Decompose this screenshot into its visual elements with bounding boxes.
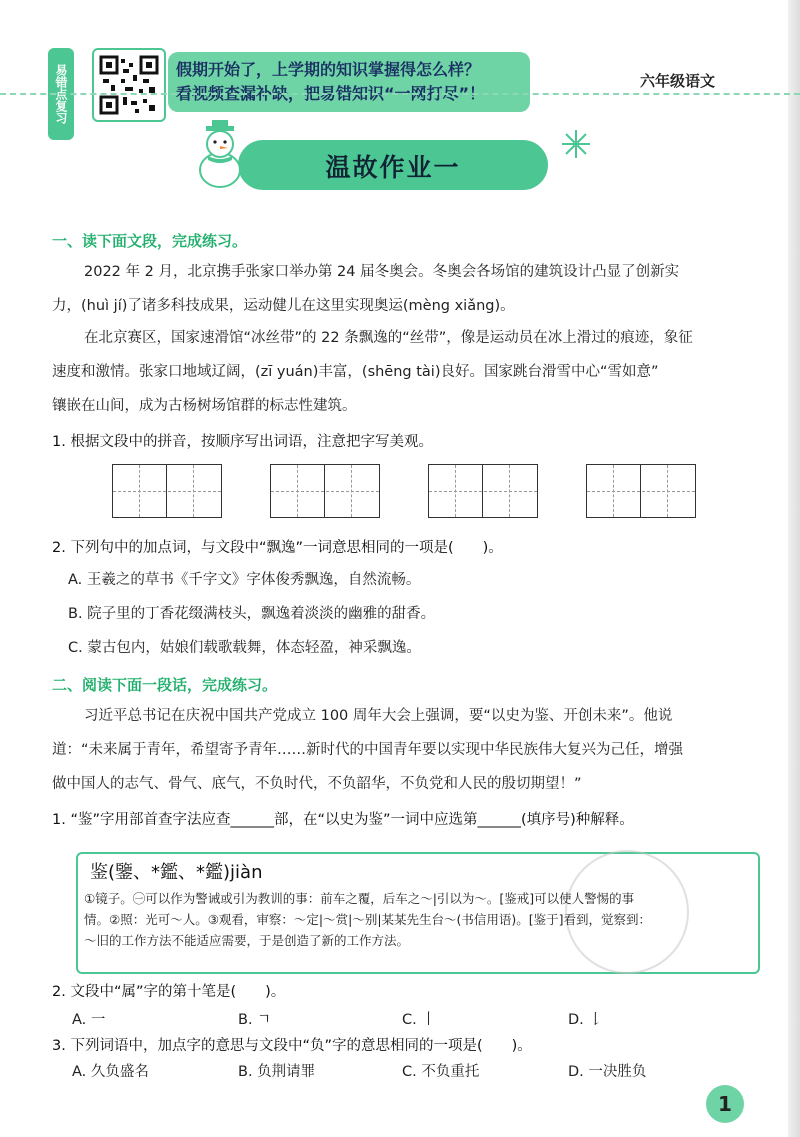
s1-para-line-1: 2022 年 2 月，北京携手张家口举办第 24 届冬奥会。冬奥会各场馆的建筑设计凸显了创新实 [84, 264, 680, 280]
s2-question-1: 1. “鉴”字用部首查字法应查______部，在“以史为鉴”一词中应选第______(填序号)种解释。 [52, 812, 634, 828]
answer-grid-4[interactable] [586, 464, 696, 518]
snowflake-icon [560, 128, 592, 164]
section1-heading: 一、读下面文段，完成练习。 [52, 232, 248, 250]
page-number: 1 [706, 1085, 744, 1123]
s2-question-2: 2. 文段中“属”字的第十笔是( )。 [52, 984, 286, 1000]
answer-grid-1[interactable] [112, 464, 222, 518]
promo-line-2: 看视频查漏补缺，把易错知识“一网打尽”！ [176, 84, 486, 103]
dict-line-1: ①镜子。㊀可以作为警诫或引为教训的事：前车之覆，后车之～|引以为～。[鉴戒]可以使人警惕的事 [84, 891, 635, 906]
qr-code-icon [92, 48, 166, 122]
dictionary-headword: 鉴(鑒、*鑑、*鑑)jiàn [90, 862, 263, 883]
answer-grid-3[interactable] [428, 464, 538, 518]
s2-q3-option-b: B. 负荆请罪 [238, 1064, 316, 1080]
s1-para-line-2: 力，(huì jí)了诸多科技成果，运动健儿在这里实现奥运(mèng xiǎng)。 [52, 298, 515, 314]
s1-question-1: 1. 根据文段中的拼音，按顺序写出词语，注意把字写美观。 [52, 434, 433, 450]
s2-q3-option-a: A. 久负盛名 [72, 1064, 149, 1080]
s1-q2-option-b: B. 院子里的丁香花缀满枝头，飘逸着淡淡的幽雅的甜香。 [68, 606, 436, 622]
s2-q3-option-c: C. 不负重托 [402, 1064, 480, 1080]
s1-question-2: 2. 下列句中的加点词，与文段中“飘逸”一词意思相同的一项是( )。 [52, 540, 503, 556]
page-edge [788, 0, 800, 1137]
snowman-icon [190, 120, 250, 194]
s1-para-line-5: 镶嵌在山间，成为古杨树场馆群的标志性建筑。 [52, 398, 357, 414]
s2-para-line-1: 习近平总书记在庆祝中国共产党成立 100 周年大会上强调，要“以史为鉴、开创未来”。他说 [84, 708, 673, 724]
dict-line-3: ～旧的工作方法不能适应需要，于是创造了新的工作方法。 [84, 933, 410, 948]
s2-q3-option-d: D. 一决胜负 [568, 1064, 647, 1080]
s2-q2-option-c: C. 丨 [402, 1012, 436, 1028]
promo-line-1: 假期开始了，上学期的知识掌握得怎么样？ [176, 60, 481, 79]
header-divider [0, 93, 800, 95]
s2-question-3: 3. 下列词语中，加点字的意思与文段中“负”字的意思相同的一项是( )。 [52, 1038, 532, 1054]
grade-subject-label: 六年级语文 [640, 72, 716, 90]
s1-q2-option-a: A. 王羲之的草书《千字文》字体俊秀飘逸，自然流畅。 [68, 572, 421, 588]
section2-heading: 二、阅读下面一段话，完成练习。 [52, 676, 278, 694]
answer-grid-2[interactable] [270, 464, 380, 518]
s2-q2-option-a: A. 一 [72, 1012, 106, 1028]
s1-q2-option-c: C. 蒙古包内，姑娘们载歌载舞，体态轻盈，神采飘逸。 [68, 640, 421, 656]
video-promo-bubble [168, 52, 530, 112]
s2-q2-option-d: D. 𠄌 [568, 1012, 603, 1028]
s1-para-line-3: 在北京赛区，国家速滑馆“冰丝带”的 22 条飘逸的“丝带”，像是运动员在冰上滑过的痕迹，象征 [84, 330, 693, 346]
dictionary-definitions [84, 888, 752, 951]
s2-q2-option-b: B. ㄱ [238, 1012, 272, 1028]
side-tab-label: 易错点复习 [48, 48, 74, 140]
page-title: 温故作业一 [325, 153, 461, 182]
dict-line-2: 情。②照：光可～人。③观看，审察：～定|～赏|～别|某某先生台～(书信用语)。[鉴于]看到，觉察到： [84, 912, 652, 927]
s1-para-line-4: 速度和激情。张家口地域辽阔，(zī yuán)丰富，(shēng tài)良好。国家跳台滑雪中心“雪如意” [52, 364, 659, 380]
s2-para-line-3: 做中国人的志气、骨气、底气，不负时代，不负韶华，不负党和人民的殷切期望！” [52, 776, 582, 792]
s2-para-line-2: 道：“未来属于青年，希望寄予青年……新时代的中国青年要以实现中华民族伟大复兴为己任，增强 [52, 742, 684, 758]
